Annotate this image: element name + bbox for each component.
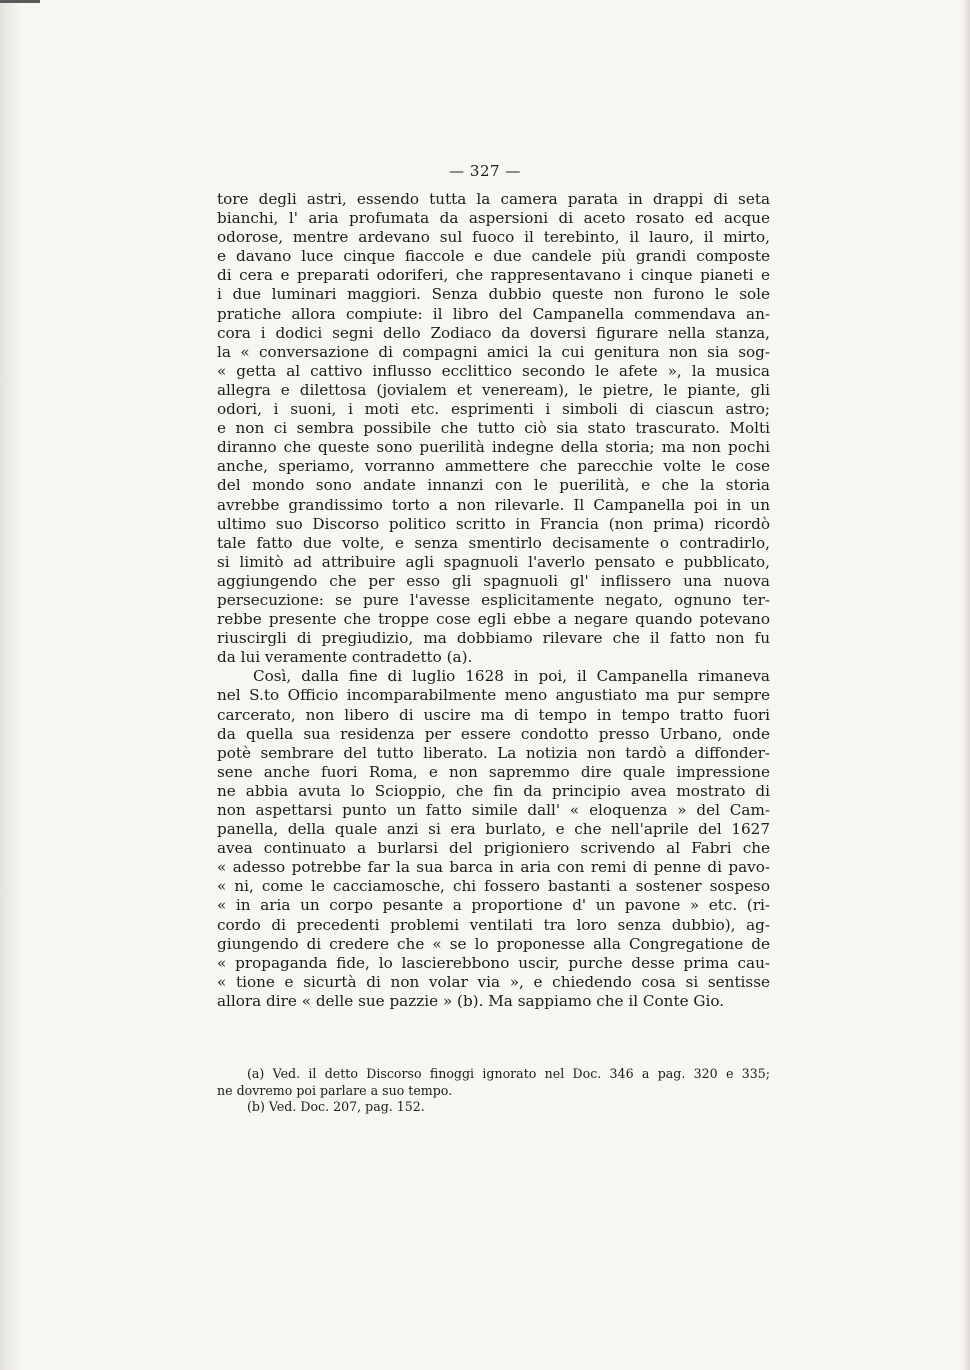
text-line: del mondo sono andate innanzi con le puerilità, e che la storia	[217, 476, 770, 495]
text-line: « propaganda fide, lo lascierebbono uscir, purche desse prima cau-	[217, 953, 770, 972]
text-line: potè sembrare del tutto liberato. La notizia non tardò a diffonder-	[217, 743, 770, 762]
text-line: cordo di precedenti problemi ventilati tra loro senza dubbio), ag-	[217, 915, 770, 934]
text-line: nel S.to Officio incomparabilmente meno angustiato ma pur sempre	[217, 686, 770, 705]
text-line: di cera e preparati odoriferi, che rappresentavano i cinque pianeti e	[217, 266, 770, 285]
text-line: « in aria un corpo pesante a proportione d' un pavone » etc. (ri-	[217, 896, 770, 915]
text-line: « tione e sicurtà di non volar via », e chiedendo cosa si sentisse	[217, 972, 770, 991]
text-line: « ni, come le cacciamosche, chi fossero bastanti a sostener sospeso	[217, 877, 770, 896]
text-line: tale fatto due volte, e senza smentirlo decisamente o contradirlo,	[217, 533, 770, 552]
text-line: da lui veramente contradetto (a).	[217, 648, 473, 667]
text-line: cora i dodici segni dello Zodiaco da doversi figurare nella stanza,	[217, 323, 770, 342]
text-line: riuscirgli di pregiudizio, ma dobbiamo rilevare che il fatto non fu	[217, 629, 770, 648]
text-line: allora dire « delle sue pazzie » (b). Ma sappiamo che il Conte Gio.	[217, 991, 725, 1010]
text-line: sene anche fuori Roma, e non sapremmo dire quale impressione	[217, 762, 770, 781]
text-line: bianchi, l' aria profumata da aspersioni di aceto rosato ed acque	[217, 209, 770, 228]
text-line: non aspettarsi punto un fatto simile dall' « eloquenza » del Cam-	[217, 801, 770, 819]
footnote-b: (b) Ved. Doc. 207, pag. 152.	[247, 1099, 425, 1114]
page-number: — 327 —	[449, 162, 521, 180]
text-line: odori, i suoni, i moti etc. esprimenti i simboli di ciascun astro;	[217, 400, 770, 419]
text-line: « getta al cattivo influsso ecclittico secondo le afete », la musica	[217, 361, 770, 380]
text-line: anche, speriamo, vorranno ammettere che parecchie volte le cose	[217, 457, 770, 476]
scan-edge-left	[0, 0, 22, 1370]
text-line: da quella sua residenza per essere condotto presso Urbano, onde	[217, 724, 770, 743]
corner-mark	[0, 0, 40, 3]
text-line: i due luminari maggiori. Senza dubbio queste non furono le sole	[217, 285, 770, 304]
text-line: avrebbe grandissimo torto a non rilevarle. Il Campanella poi in un	[217, 495, 770, 514]
body-text	[217, 190, 770, 1011]
footnotes	[217, 1066, 770, 1116]
text-line: avea continuato a burlarsi del prigioniero scrivendo al Fabri che	[217, 839, 770, 858]
text-line: persecuzione: se pure l'avesse esplicitamente negato, ognuno ter-	[217, 590, 770, 609]
text-line: tore degli astri, essendo tutta la camera parata in drappi di seta	[217, 190, 770, 208]
text-line: e non ci sembra possibile che tutto ciò sia stato trascurato. Molti	[217, 419, 770, 438]
text-line: ultimo suo Discorso politico scritto in Francia (non prima) ricordò	[217, 514, 770, 533]
text-line: aggiungendo che per esso gli spagnuoli gl' inflissero una nuova	[217, 571, 770, 590]
footnote-a-continued: ne dovremo poi parlare a suo tempo.	[217, 1082, 453, 1098]
text-line: giungendo di credere che « se lo proponesse alla Congregatione de	[217, 934, 770, 953]
text-line: panella, della quale anzi si era burlato, e che nell'aprile del 1627	[217, 820, 770, 839]
text-line: rebbe presente che troppe cose egli ebbe a negare quando potevano	[217, 610, 770, 629]
text-line: ne abbia avuta lo Scioppio, che fin da principio avea mostrato di	[217, 781, 770, 800]
text-line: la « conversazione di compagni amici la cui genitura non sia sog-	[217, 342, 770, 361]
text-line: Così, dalla fine di luglio 1628 in poi, il Campanella rimaneva	[253, 667, 770, 686]
footnote-a: (a) Ved. il detto Discorso finoggi ignorato nel Doc. 346 a pag. 320 e 335;	[247, 1066, 770, 1081]
text-line: allegra e dilettosa (jovialem et veneream), le pietre, le piante, gli	[217, 380, 770, 399]
text-line: si limitò ad attribuire agli spagnuoli l'averlo pensato e pubblicato,	[217, 552, 770, 571]
text-line: diranno che queste sono puerilità indegne della storia; ma non pochi	[217, 438, 770, 457]
text-line: pratiche allora compiute: il libro del Campanella commendava an-	[217, 304, 770, 323]
text-line: carcerato, non libero di uscire ma di tempo in tempo tratto fuori	[217, 705, 770, 724]
text-line: « adesso potrebbe far la sua barca in aria con remi di penne di pavo-	[217, 858, 770, 877]
scan-edge-right	[962, 0, 970, 1370]
text-line: odorose, mentre ardevano sul fuoco il terebinto, il lauro, il mirto,	[217, 228, 770, 247]
text-line: e davano luce cinque fiaccole e due candele più grandi composte	[217, 247, 770, 266]
